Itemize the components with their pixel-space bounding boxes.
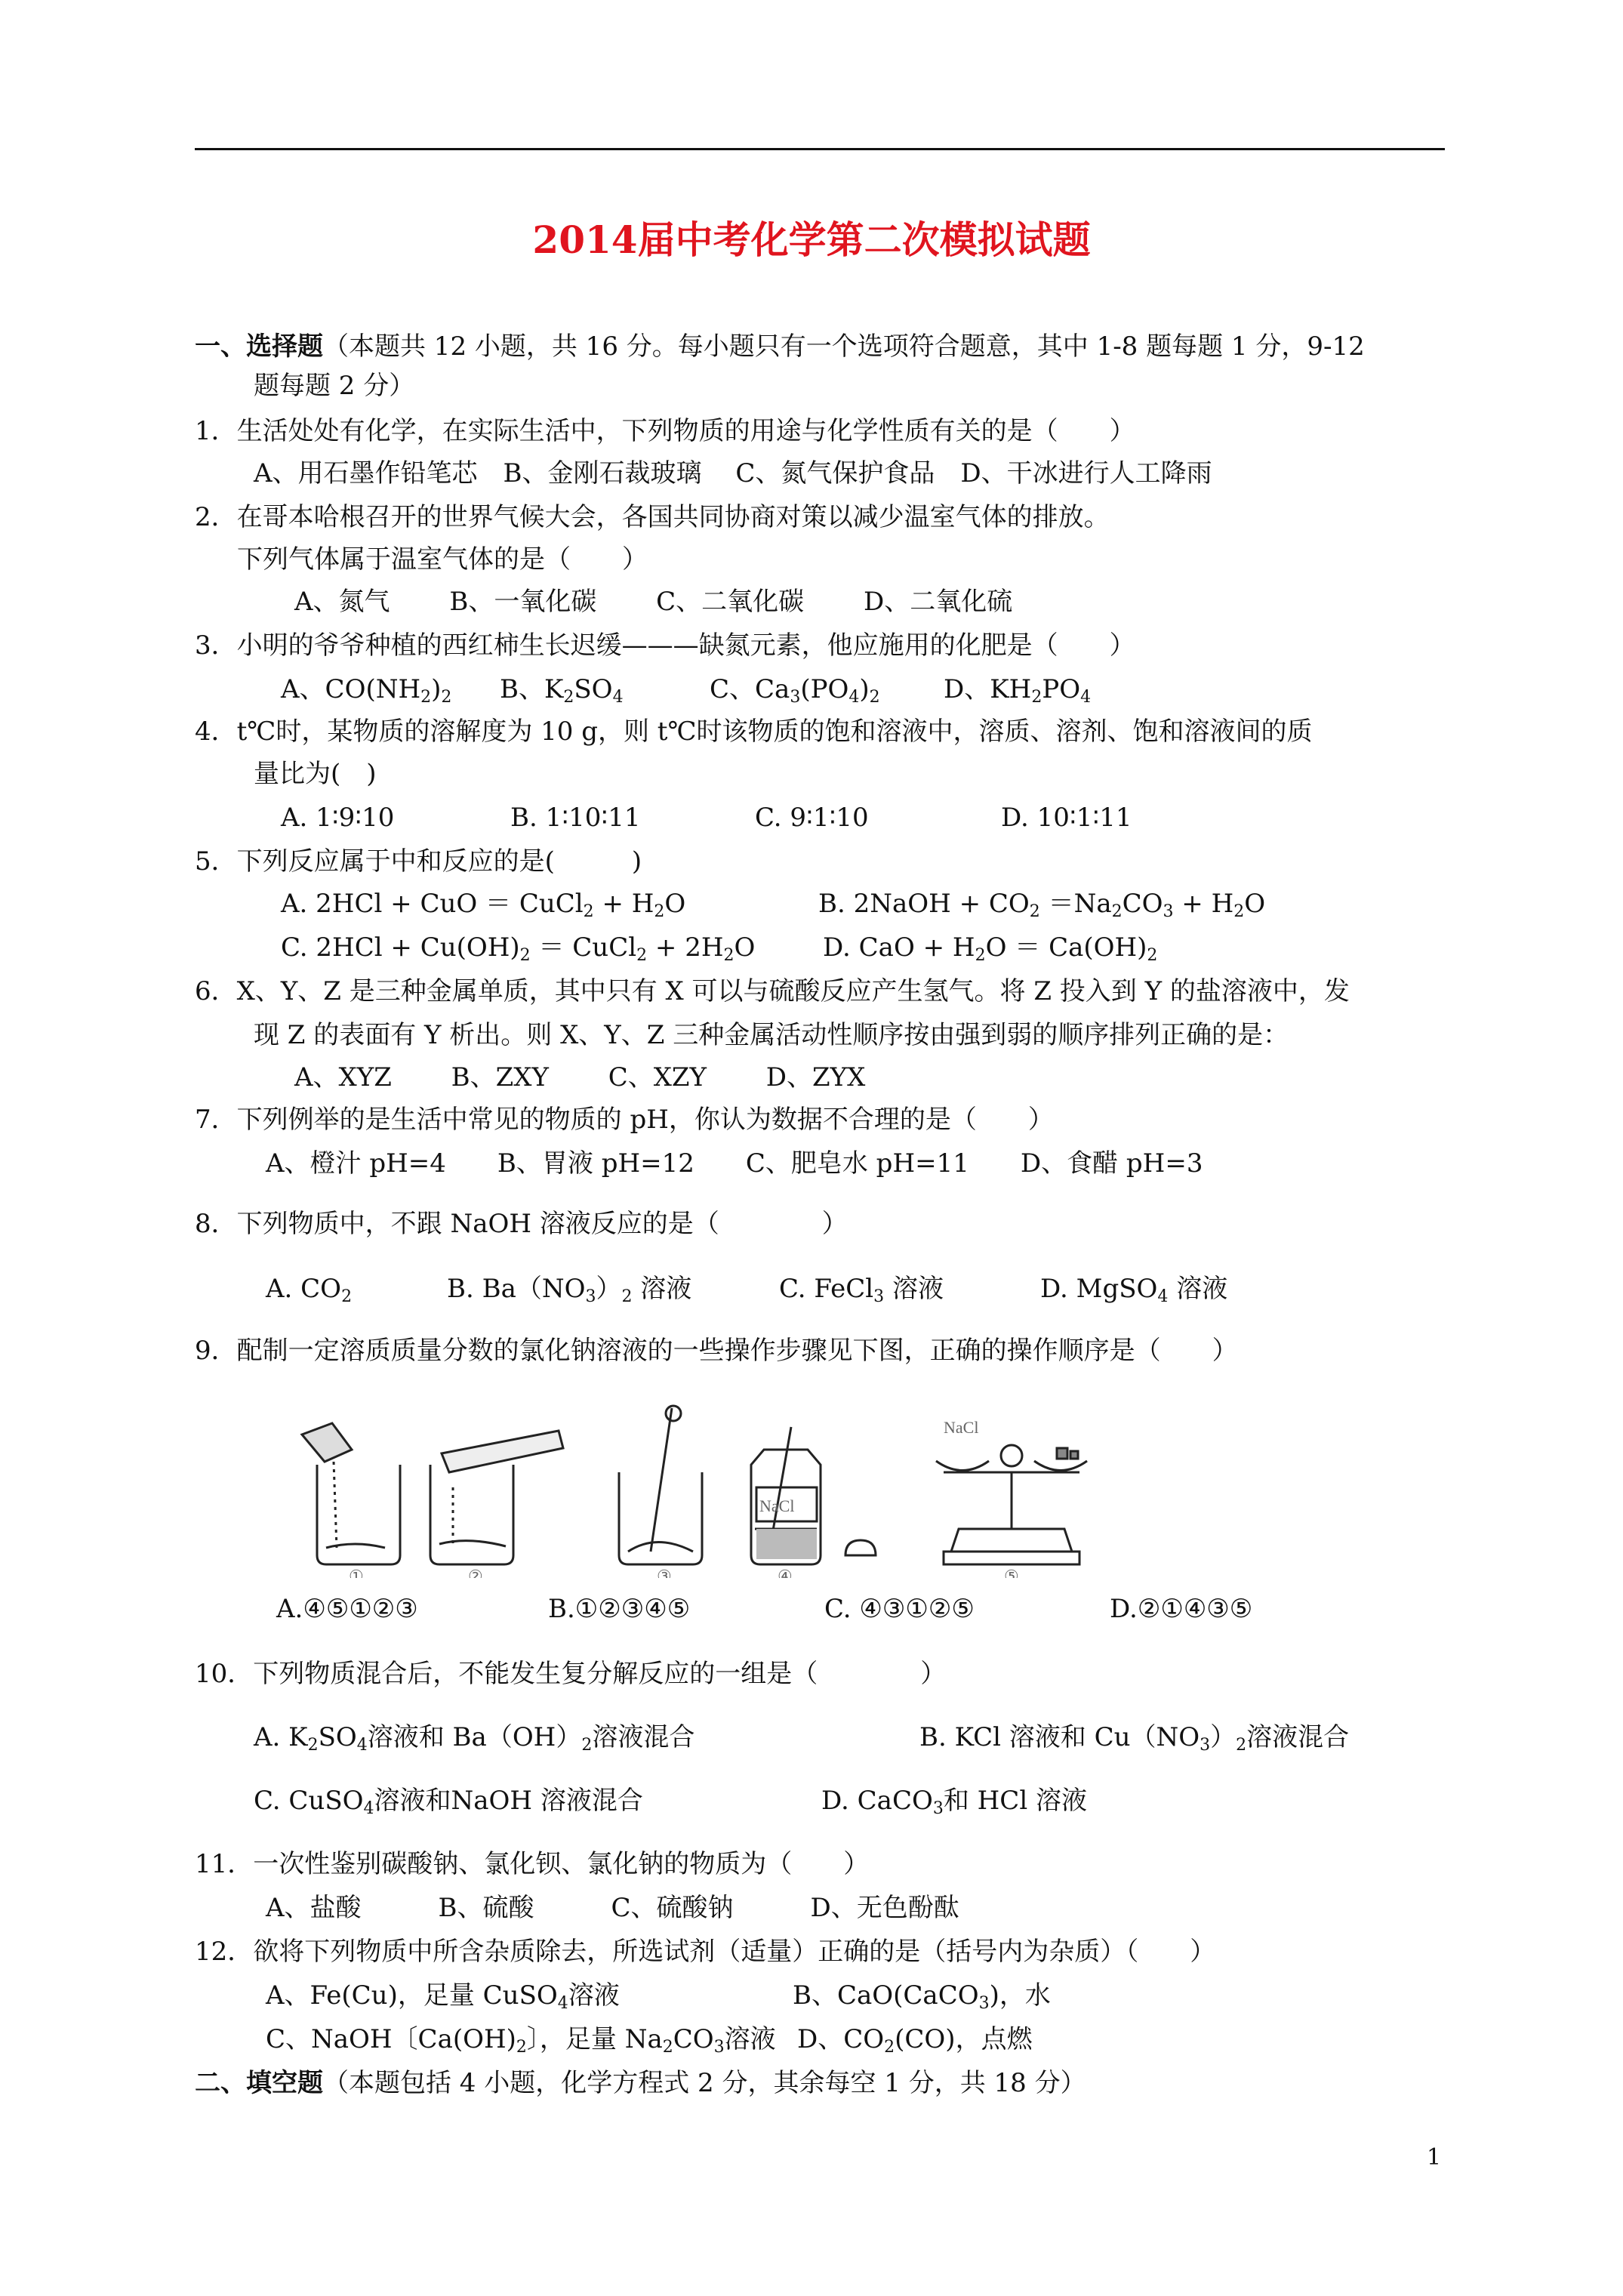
q6-stem2: 现 Z 的表面有 Y 析出。则 X、Y、Z 三种金属活动性顺序按由强到弱的顺序排列正确的是： xyxy=(254,1020,1289,1050)
section2-line xyxy=(195,2067,1086,2099)
section2-heading: 二、填空题 xyxy=(195,2068,323,2098)
fig-label-5: ⑤ xyxy=(1004,1567,1019,1578)
q4-stem: 4．t℃时，某物质的溶解度为 10 g，则 t℃时该物质的饱和溶液中，溶质、溶剂、饱和溶液间的质 xyxy=(195,717,1313,747)
q1-stem: 1．生活处处有化学，在实际生活中，下列物质的用途与化学性质有关的是（ ） xyxy=(195,416,1135,446)
q10-stem: 10．下列物质混合后，不能发生复分解反应的一组是（ ） xyxy=(195,1659,947,1689)
q9-option-a: A.④⑤①②③ xyxy=(276,1594,418,1624)
fig2-beaker-cylinder xyxy=(430,1431,563,1564)
q9-option-d: D.②①④③⑤ xyxy=(1110,1594,1253,1624)
fig-label-2: ② xyxy=(468,1567,483,1578)
section1-desc2: 题每题 2 分） xyxy=(254,371,415,401)
q3-option-c: C、$Ca_3(PO_4)_2$ xyxy=(710,674,880,707)
q6-options: A、XYZ B、ZXY C、XZY D、ZYX xyxy=(294,1062,866,1093)
q10-option-d: D. CaCO$_3$和 HCl 溶液 xyxy=(821,1786,1087,1818)
q1-options: A、用石墨作铅笔芯 B、金刚石裁玻璃 C、氮气保护食品 D、干冰进行人工降雨 xyxy=(254,458,1212,488)
q8-option-d: D. MgSO$_4$ 溶液 xyxy=(1040,1274,1228,1306)
section2-desc: （本题包括 4 小题，化学方程式 2 分，其余每空 1 分，共 18 分） xyxy=(323,2068,1086,2098)
q9-stem: 9．配制一定溶质质量分数的氯化钠溶液的一些操作步骤见下图，正确的操作顺序是（ ） xyxy=(195,1336,1238,1366)
section1-heading: 一、选择题 xyxy=(195,331,323,362)
q8-option-a: A. $CO_2$ xyxy=(266,1274,353,1306)
fig1-beaker-pouring xyxy=(302,1423,400,1564)
q7-options: A、橙汁 pH=4 B、胃液 pH=12 C、肥皂水 pH=11 D、食醋 pH=3 xyxy=(266,1148,1203,1179)
q3-option-b: B、$K_2SO_4$ xyxy=(500,674,624,707)
q3-option-d: D、$KH_2PO_4$ xyxy=(944,674,1092,707)
q3-option-a: A、$CO(NH_2)_2$ xyxy=(281,674,452,707)
q6-stem: 6．X、Y、Z 是三种金属单质，其中只有 X 可以与硫酸反应产生氢气。将 Z 投入到 Y 的盐溶液中，发 xyxy=(195,976,1350,1006)
q4-option-a: A. 1∶9∶10 xyxy=(281,803,395,833)
fig4-nacl-label: NaCl xyxy=(759,1496,795,1515)
q10-option-a: A. $K_2SO_4$溶液和 $Ba(OH)_2$溶液混合 xyxy=(254,1722,695,1755)
fig-label-1: ① xyxy=(349,1567,364,1578)
fig5-nacl-label: NaCl xyxy=(944,1418,979,1437)
q12-option-d: D、$CO_2(CO)$，点燃 xyxy=(797,2024,1033,2057)
q2-stem: 2．在哥本哈根召开的世界气候大会，各国共同协商对策以减少温室气体的排放。 xyxy=(195,502,1110,532)
q9-option-c: C. ④③①②⑤ xyxy=(824,1594,975,1624)
q11-stem: 11．一次性鉴别碳酸钠、氯化钡、氯化钠的物质为（ ） xyxy=(195,1849,870,1879)
q10-option-b: B. KCl 溶液和 $Cu(NO_3)_2$溶液混合 xyxy=(919,1722,1350,1755)
fig4-reagent-bottle xyxy=(751,1427,876,1564)
q4-option-d: D. 10∶1∶11 xyxy=(1001,803,1132,833)
page-title: 2014届中考化学第二次模拟试题 xyxy=(532,217,1091,262)
q5-stem: 5．下列反应属于中和反应的是( ) xyxy=(195,846,642,877)
q12-option-a: A、Fe(Cu)，足量 CuSO$_4$溶液 xyxy=(266,1980,620,2013)
q2-options: A、氮气 B、一氧化碳 C、二氧化碳 D、二氧化硫 xyxy=(294,587,1013,617)
fig-label-3: ③ xyxy=(657,1567,672,1578)
page-number: 1 xyxy=(1427,2144,1442,2171)
q4-option-b: B. 1∶10∶11 xyxy=(510,803,641,833)
q11-options: A、盐酸 B、硫酸 C、硫酸钠 D、无色酚酞 xyxy=(266,1893,959,1923)
q12-option-b: B、CaO(CaCO$_3$)，水 xyxy=(793,1980,1051,2013)
fig3-beaker-stirring xyxy=(619,1406,702,1564)
q3-stem: 3．小明的爷爷种植的西红柿生长迟缓———缺氮元素，他应施用的化肥是（ ） xyxy=(195,630,1135,661)
q4-stem2: 量比为( ) xyxy=(254,759,377,789)
fig-label-4: ④ xyxy=(778,1567,793,1578)
q5-option-a: A. 2HCl + CuO ＝ CuCl$_2$ + $H_2O$ xyxy=(281,889,686,921)
section1-line xyxy=(195,331,1365,362)
q5-option-b: B. 2NaOH + $CO_2 =Na_2CO_3 + H_2O$ xyxy=(818,889,1266,921)
fig5-balance xyxy=(936,1445,1087,1564)
q9-figure xyxy=(279,1397,1155,1578)
q5-option-d: D. CaO + $H_2O = Ca(OH)_2$ xyxy=(823,932,1158,965)
q5-option-c: C. $2HCl + Cu(OH)_2$ ＝ CuCl$_2$ + $2H_2O$ xyxy=(281,932,756,965)
q12-option-c: C、NaOH〔$Ca(OH)_2$〕，足量 $Na_2CO_3$溶液 xyxy=(266,2024,776,2057)
q9-option-b: B.①②③④⑤ xyxy=(548,1594,691,1624)
q2-stem2: 下列气体属于温室气体的是（ ） xyxy=(237,544,648,575)
section1-desc: （本题共 12 小题，共 16 分。每小题只有一个选项符合题意，其中 1-8 题每题 1 分，9-12 xyxy=(323,331,1365,362)
q8-stem: 8．下列物质中，不跟 NaOH 溶液反应的是（ ） xyxy=(195,1209,848,1239)
q10-option-c: C. CuSO$_4$溶液和NaOH 溶液混合 xyxy=(254,1786,643,1818)
q8-option-b: B. $Ba(NO_3)_2$ 溶液 xyxy=(447,1274,692,1306)
q4-option-c: C. 9∶1∶10 xyxy=(755,803,869,833)
q8-option-c: C. FeCl$_3$ 溶液 xyxy=(779,1274,944,1306)
q12-stem: 12．欲将下列物质中所含杂质除去，所选试剂（适量）正确的是（括号内为杂质）（ ） xyxy=(195,1937,1216,1967)
header-rule xyxy=(195,148,1445,150)
q7-stem: 7．下列例举的是生活中常见的物质的 pH，你认为数据不合理的是（ ） xyxy=(195,1105,1054,1135)
